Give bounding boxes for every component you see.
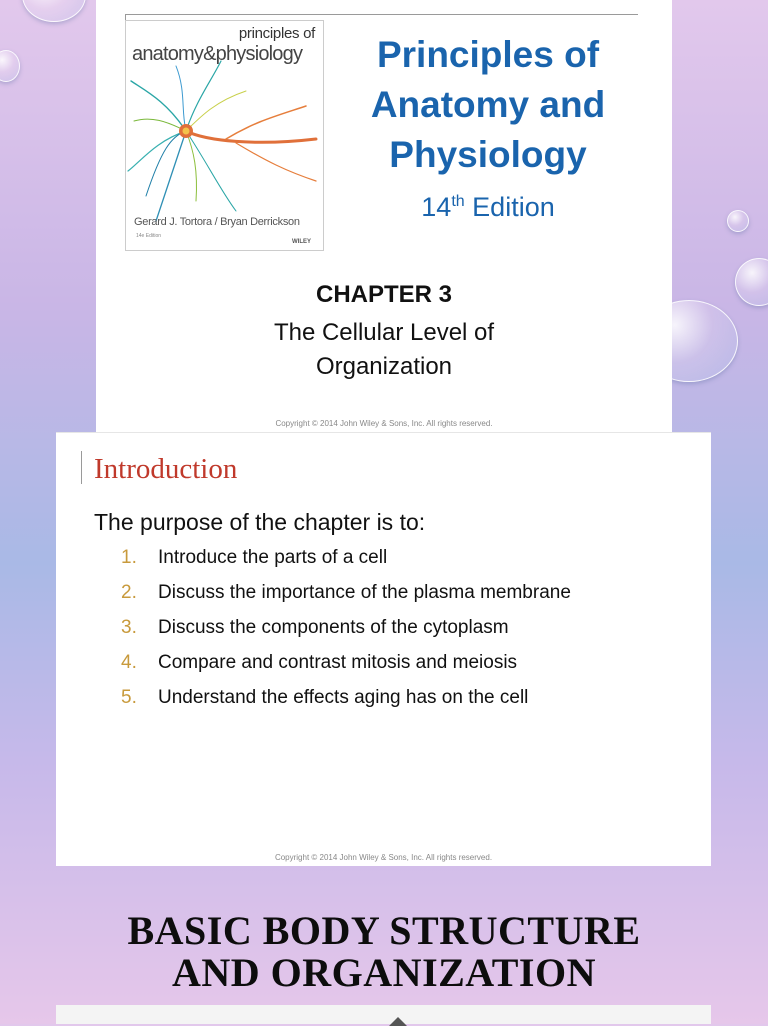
list-number: 1. <box>121 547 137 568</box>
slide-next <box>56 1005 711 1024</box>
list-item <box>121 686 701 710</box>
chapter-label: CHAPTER 3 <box>315 281 453 308</box>
edition-suffix: th <box>451 193 465 210</box>
list-item <box>121 546 701 570</box>
book-title-line: Anatomy and <box>370 84 606 125</box>
edition <box>348 192 628 223</box>
objectives-list <box>121 546 701 721</box>
chapter-title <box>96 316 672 384</box>
section-heading <box>0 910 768 994</box>
slide-rule <box>81 451 82 484</box>
cover-publisher: WILEY <box>292 239 311 245</box>
list-item <box>121 651 701 675</box>
section-heading-line: BASIC BODY STRUCTURE <box>127 908 641 953</box>
chapter-title-line: The Cellular Level of <box>273 319 495 346</box>
slide-introduction <box>56 432 711 866</box>
book-title-line: Physiology <box>389 134 587 175</box>
slide-title <box>96 0 672 432</box>
chapter-title-line: Organization <box>315 353 453 380</box>
slide-rule <box>125 14 638 15</box>
cover-title-line1: principles of <box>238 25 315 42</box>
edition-number: 14 <box>421 192 452 222</box>
book-cover <box>125 20 324 251</box>
triangle-icon <box>389 1017 407 1026</box>
list-item <box>121 616 701 640</box>
list-text: Understand the effects aging has on the cell <box>158 687 529 708</box>
bubble-decoration <box>735 258 768 306</box>
cover-authors: Gerard J. Tortora / Bryan Derrickson <box>134 216 300 228</box>
list-item <box>121 581 588 605</box>
cover-edition: 14e Edition <box>136 233 162 239</box>
bubble-decoration <box>22 0 86 22</box>
list-text: Discuss the importance of the plasma membrane <box>158 582 571 603</box>
list-text: Compare and contrast mitosis and meiosis <box>158 652 518 673</box>
book-title-line: Principles of <box>376 34 600 75</box>
bubble-decoration <box>0 50 20 82</box>
book-title <box>348 30 628 180</box>
copyright: Copyright © 2014 John Wiley & Sons, Inc. All rights reserved. <box>275 419 493 428</box>
bubble-decoration <box>727 210 749 232</box>
slide-title: Introduction <box>94 453 238 485</box>
list-number: 4. <box>121 652 137 673</box>
list-text: Discuss the components of the cytoplasm <box>158 617 509 638</box>
list-number: 2. <box>121 582 137 603</box>
section-heading-line: AND ORGANIZATION <box>172 950 596 995</box>
list-text: Introduce the parts of a cell <box>158 547 388 568</box>
cover-title-line2: anatomy&physiology <box>132 43 303 65</box>
list-number: 3. <box>121 617 137 638</box>
slide-lead: The purpose of the chapter is to: <box>94 509 426 535</box>
edition-word: Edition <box>472 192 555 222</box>
copyright: Copyright © 2014 John Wiley & Sons, Inc. All rights reserved. <box>274 853 493 862</box>
list-number: 5. <box>121 687 137 708</box>
